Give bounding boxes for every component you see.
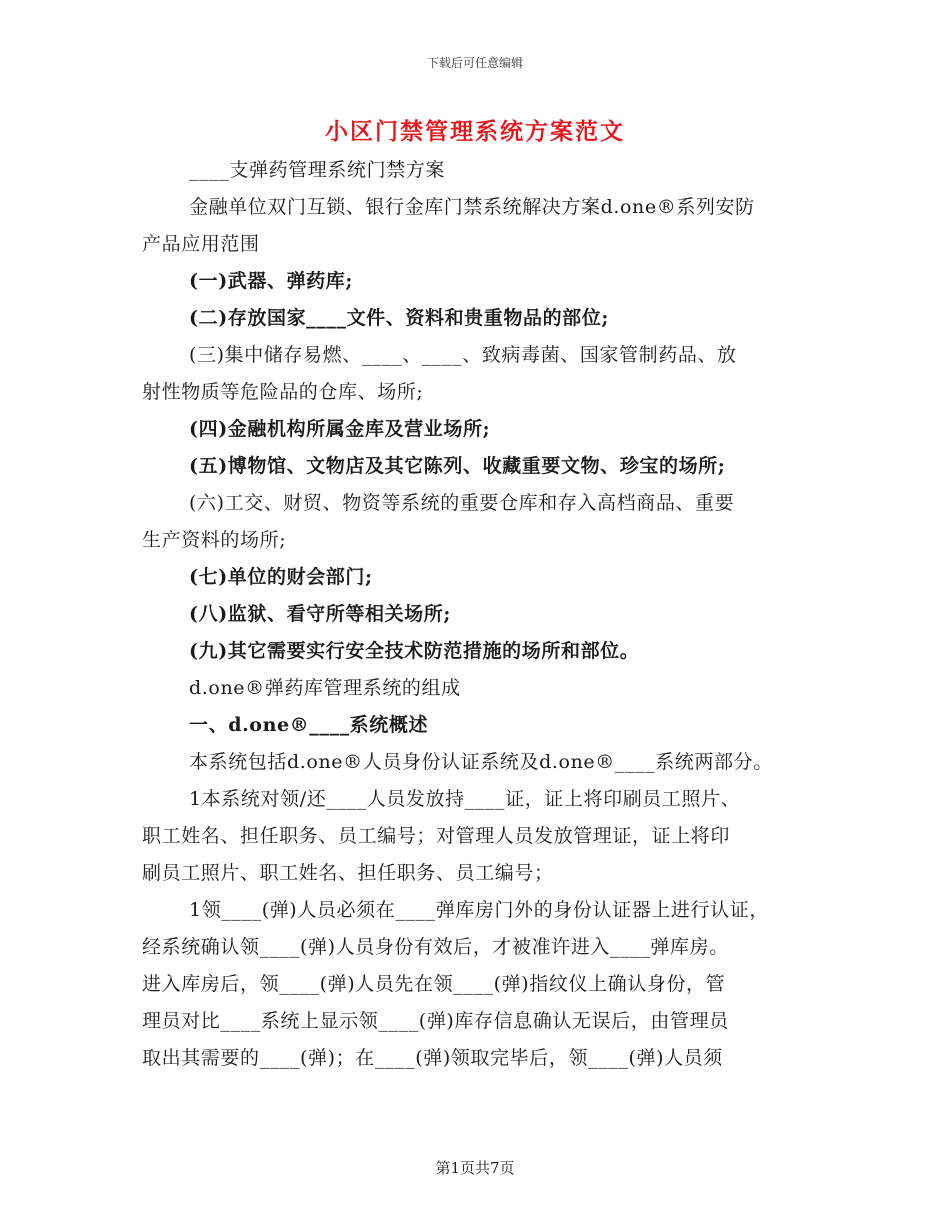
paragraph-line: 理员对比____系统上显示领____(弹)库存信息确认无误后，由管理员 <box>142 1010 729 1032</box>
paragraph-line: 生产资料的场所; <box>142 529 287 551</box>
paragraph-line: 1本系统对领/还____人员发放持____证，证上将印刷员工照片、 <box>189 788 741 810</box>
document-body <box>142 152 822 1077</box>
header-note: 下载后可任意编辑 <box>426 56 523 70</box>
list-item: (六)工交、财贸、物资等系统的重要仓库和存入高档商品、重要 <box>189 492 735 514</box>
paragraph-line: 进入库房后，领____(弹)人员先在领____(弹)指纹仪上确认身份，管 <box>142 973 726 995</box>
paragraph-line: 射性物质等危险品的仓库、场所; <box>142 381 424 403</box>
list-item: (八)监狱、看守所等相关场所; <box>189 603 451 625</box>
list-item: (九)其它需要实行安全技术防范措施的场所和部位。 <box>189 640 640 662</box>
list-item: (四)金融机构所属金库及营业场所; <box>189 418 491 440</box>
paragraph-line: 产品应用范围 <box>142 233 260 255</box>
list-item: (三)集中储存易燃、____、____、致病毒菌、国家管制药品、放 <box>189 344 737 366</box>
paragraph-line: 金融单位双门互锁、银行金库门禁系统解决方案d.one®系列安防 <box>189 196 755 218</box>
page-number: 第1页共7页 <box>435 1159 515 1177</box>
list-item: (七)单位的财会部门; <box>189 566 373 588</box>
paragraph-line: d.one®弹药库管理系统的组成 <box>189 677 461 699</box>
list-item: (二)存放国家____文件、资料和贵重物品的部位; <box>189 307 609 329</box>
document-title: 小区门禁管理系统方案范文 <box>325 118 625 145</box>
paragraph-line: 取出其需要的____(弹)；在____(弹)领取完毕后，领____(弹)人员须 <box>142 1047 723 1069</box>
section-heading: 一、d.one®____系统概述 <box>189 714 429 736</box>
paragraph-line: 经系统确认领____(弹)人员身份有效后，才被准许进入____弹库房。 <box>142 936 729 958</box>
paragraph-line: 刷员工照片、职工姓名、担任职务、员工编号； <box>142 862 554 884</box>
paragraph-line: ____支弹药管理系统门禁方案 <box>189 159 446 181</box>
paragraph-line: 1领____(弹)人员必须在____弹库房门外的身份认证器上进行认证， <box>189 899 769 921</box>
list-item: (五)博物馆、文物店及其它陈列、收藏重要文物、珍宝的场所; <box>189 455 726 477</box>
paragraph-line: 本系统包括d.one®人员身份认证系统及d.one®____系统两部分。 <box>189 751 773 773</box>
paragraph-line: 职工姓名、担任职务、员工编号；对管理人员发放管理证，证上将印 <box>142 825 731 847</box>
list-item: (一)武器、弹药库; <box>189 270 353 292</box>
